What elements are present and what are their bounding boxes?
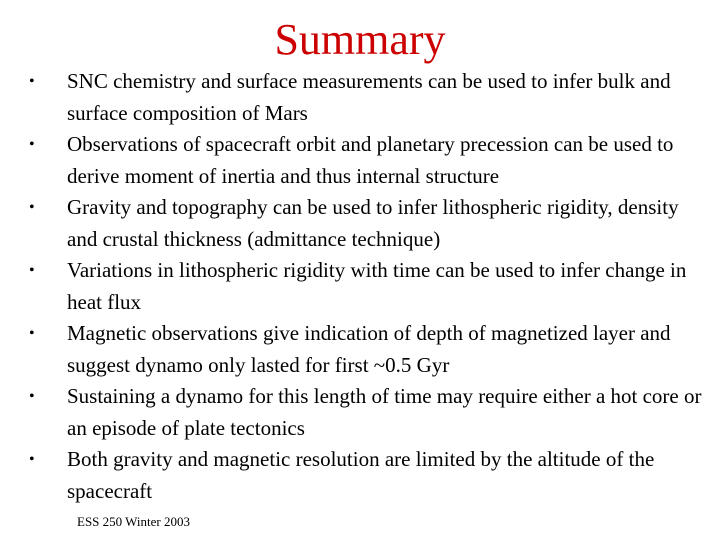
bullet-text: Variations in lithospheric rigidity with time can be used to infer change in heat flux (67, 258, 687, 314)
slide-footer: ESS 250 Winter 2003 (77, 514, 190, 529)
bullet-dot-icon: • (29, 388, 35, 405)
bullet-item (27, 192, 707, 255)
bullet-dot-icon: • (29, 451, 35, 468)
bullet-item (27, 66, 707, 129)
bullet-item (27, 381, 707, 444)
bullet-item (27, 318, 707, 381)
bullet-item (27, 129, 707, 192)
bullet-dot-icon: • (29, 262, 35, 279)
bullet-item (27, 255, 707, 318)
bullet-item (27, 444, 707, 507)
bullet-text: Magnetic observations give indication of depth of magnetized layer and suggest dynamo only lasted for first ~0.5 Gyr (67, 321, 671, 377)
bullet-dot-icon: • (29, 136, 35, 153)
bullet-text: Sustaining a dynamo for this length of time may require either a hot core or an episode of plate tectonics (67, 384, 702, 440)
bullet-text: Observations of spacecraft orbit and planetary precession can be used to derive moment of inertia and thus internal structure (67, 132, 674, 188)
slide-title: Summary (274, 15, 446, 64)
bullet-dot-icon: • (29, 199, 35, 216)
bullet-dot-icon: • (29, 73, 35, 90)
bullet-dot-icon: • (29, 325, 35, 342)
bullet-text: SNC chemistry and surface measurements can be used to infer bulk and surface composition of Mars (67, 69, 671, 125)
bullet-text: Gravity and topography can be used to infer lithospheric rigidity, density and crustal thickness (admittance technique) (67, 195, 679, 251)
bullet-list (27, 66, 707, 507)
bullet-text: Both gravity and magnetic resolution are limited by the altitude of the spacecraft (67, 447, 655, 503)
